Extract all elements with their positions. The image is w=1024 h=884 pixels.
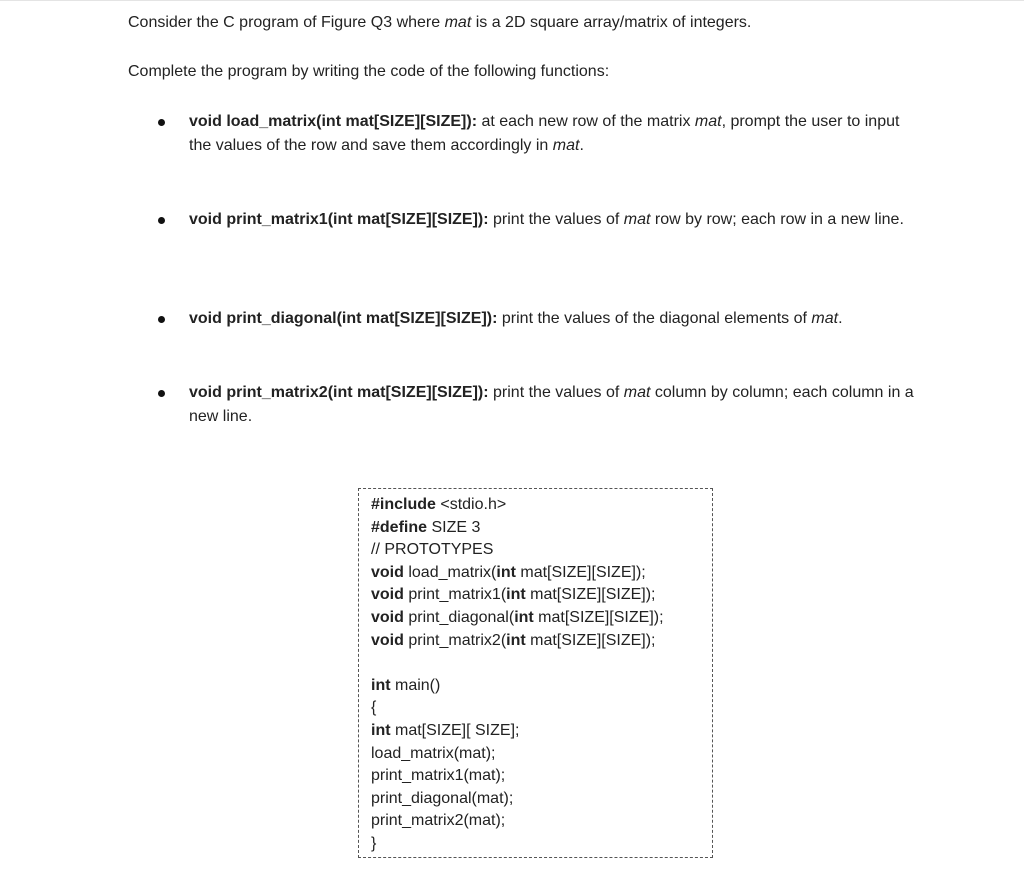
bullet-icon [158, 217, 165, 224]
bullet-icon [158, 119, 165, 126]
code-line-prototype-load-matrix: void load_matrix(int mat[SIZE][SIZE]); [371, 563, 646, 581]
code-line-prototype-print-diagonal: void print_diagonal(int mat[SIZE][SIZE]); [371, 608, 664, 626]
code-line-main: int main() [371, 676, 441, 694]
list-item-print-matrix2: void print_matrix2(int mat[SIZE][SIZE]): print the values of mat column by column; each column in a new line. [189, 384, 914, 425]
code-line-call-print-matrix1: print_matrix1(mat); [371, 767, 506, 785]
top-divider [0, 0, 1024, 1]
code-line-define: #define SIZE 3 [371, 518, 481, 536]
list-item-print-matrix1: void print_matrix1(int mat[SIZE][SIZE]): print the values of mat row by row; each row in a new line. [189, 211, 904, 228]
code-line-close-brace: } [371, 834, 377, 852]
list-item-print-diagonal: void print_diagonal(int mat[SIZE][SIZE]): print the values of the diagonal elements of mat. [189, 310, 843, 327]
code-line-call-load-matrix: load_matrix(mat); [371, 744, 496, 762]
code-listing [371, 494, 664, 856]
code-blank-line [371, 652, 664, 675]
code-line-prototype-print-matrix2: void print_matrix2(int mat[SIZE][SIZE]); [371, 631, 656, 649]
code-line-open-brace: { [371, 699, 377, 717]
code-line-prototype-print-matrix1: void print_matrix1(int mat[SIZE][SIZE]); [371, 586, 656, 604]
intro-paragraph: Consider the C program of Figure Q3 where mat is a 2D square array/matrix of integers. [128, 14, 752, 31]
list-item-load-matrix: void load_matrix(int mat[SIZE][SIZE]): at each new row of the matrix mat, prompt the user to input the values of the row and save them accordingly in mat. [189, 113, 900, 154]
code-line-include: #include <stdio.h> [371, 496, 507, 513]
bullet-icon [158, 390, 165, 397]
code-line-call-print-matrix2: print_matrix2(mat); [371, 812, 506, 830]
code-line-call-print-diagonal: print_diagonal(mat); [371, 789, 514, 807]
code-line-comment: // PROTOTYPES [371, 541, 494, 559]
instruction-paragraph: Complete the program by writing the code of the following functions: [128, 63, 610, 80]
code-line-declaration: int mat[SIZE][ SIZE]; [371, 721, 520, 739]
bullet-icon [158, 316, 165, 323]
